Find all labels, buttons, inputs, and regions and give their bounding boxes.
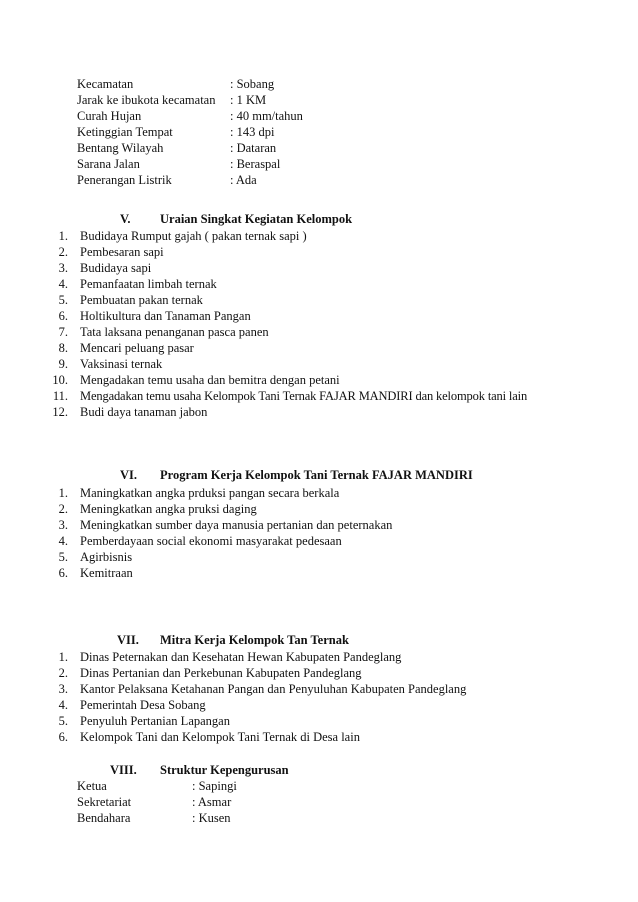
management-name: : Sapingi bbox=[192, 779, 237, 793]
location-value: : Sobang bbox=[230, 77, 275, 91]
list-number: 11. bbox=[52, 389, 68, 403]
list-number: 1. bbox=[58, 486, 68, 500]
list-number: 5. bbox=[58, 293, 68, 307]
section-number: VII. bbox=[117, 633, 139, 647]
list-item: Budi daya tanaman jabon bbox=[80, 405, 208, 419]
list-item: Pemerintah Desa Sobang bbox=[80, 698, 206, 712]
list-item: Kantor Pelaksana Ketahanan Pangan dan Penyuluhan Kabupaten Pandeglang bbox=[80, 682, 467, 696]
section-heading: Uraian Singkat Kegiatan Kelompok bbox=[160, 212, 353, 226]
list-number: 6. bbox=[58, 566, 68, 580]
management-role: Ketua bbox=[77, 779, 107, 793]
section-number: V. bbox=[120, 212, 131, 226]
section-number: VI. bbox=[120, 468, 138, 482]
location-value: : Dataran bbox=[230, 141, 277, 155]
list-number: 1. bbox=[58, 650, 68, 664]
list-item: Vaksinasi ternak bbox=[80, 357, 163, 371]
list-number: 3. bbox=[58, 518, 68, 532]
location-label: Curah Hujan bbox=[77, 109, 142, 123]
management-role: Bendahara bbox=[77, 811, 131, 825]
section-heading: Struktur Kepengurusan bbox=[160, 763, 289, 777]
list-number: 2. bbox=[58, 666, 68, 680]
location-value: : 143 dpi bbox=[230, 125, 275, 139]
list-number: 5. bbox=[58, 550, 68, 564]
list-item: Pemanfaatan limbah ternak bbox=[80, 277, 217, 291]
management-role: Sekretariat bbox=[77, 795, 132, 809]
list-number: 4. bbox=[58, 534, 68, 548]
section-number: VIII. bbox=[110, 763, 137, 777]
location-label: Bentang Wilayah bbox=[77, 141, 164, 155]
list-number: 4. bbox=[58, 277, 68, 291]
list-item: Budidaya sapi bbox=[80, 261, 152, 275]
location-value: : Ada bbox=[230, 173, 257, 187]
location-label: Penerangan Listrik bbox=[77, 173, 172, 187]
list-number: 3. bbox=[58, 682, 68, 696]
list-item: Budidaya Rumput gajah ( pakan ternak sapi ) bbox=[80, 229, 307, 243]
management-name: : Kusen bbox=[192, 811, 231, 825]
location-value: : Beraspal bbox=[230, 157, 281, 171]
list-number: 6. bbox=[58, 309, 68, 323]
list-item: Dinas Pertanian dan Perkebunan Kabupaten Pandeglang bbox=[80, 666, 362, 680]
list-number: 4. bbox=[58, 698, 68, 712]
list-item: Dinas Peternakan dan Kesehatan Hewan Kabupaten Pandeglang bbox=[80, 650, 402, 664]
list-item: Pembesaran sapi bbox=[80, 245, 164, 259]
list-item: Pembuatan pakan ternak bbox=[80, 293, 203, 307]
list-item: Maningkatkan angka prduksi pangan secara berkala bbox=[80, 486, 340, 500]
section-heading: Mitra Kerja Kelompok Tan Ternak bbox=[160, 633, 349, 647]
list-number: 2. bbox=[58, 502, 68, 516]
location-value: : 40 mm/tahun bbox=[230, 109, 303, 123]
list-item: Penyuluh Pertanian Lapangan bbox=[80, 714, 230, 728]
list-number: 6. bbox=[58, 730, 68, 744]
management-name: : Asmar bbox=[192, 795, 232, 809]
list-item: Kemitraan bbox=[80, 566, 133, 580]
location-label: Kecamatan bbox=[77, 77, 134, 91]
list-number: 12. bbox=[52, 405, 68, 419]
list-number: 9. bbox=[58, 357, 68, 371]
list-number: 3. bbox=[58, 261, 68, 275]
list-number: 1. bbox=[58, 229, 68, 243]
location-value: : 1 KM bbox=[230, 93, 267, 107]
section-heading: Program Kerja Kelompok Tani Ternak FAJAR MANDIRI bbox=[160, 468, 473, 482]
list-item: Mengadakan temu usaha dan bemitra dengan petani bbox=[80, 373, 340, 387]
list-number: 2. bbox=[58, 245, 68, 259]
list-item: Mencari peluang pasar bbox=[80, 341, 194, 355]
location-label: Jarak ke ibukota kecamatan bbox=[77, 93, 216, 107]
list-item: Meningkatkan angka pruksi daging bbox=[80, 502, 257, 516]
list-item: Pemberdayaan social ekonomi masyarakat pedesaan bbox=[80, 534, 342, 548]
list-item: Kelompok Tani dan Kelompok Tani Ternak di Desa lain bbox=[80, 730, 360, 744]
list-item: Tata laksana penanganan pasca panen bbox=[80, 325, 269, 339]
list-number: 10. bbox=[52, 373, 68, 387]
location-label: Sarana Jalan bbox=[77, 157, 140, 171]
list-item: Mengadakan temu usaha Kelompok Tani Ternak FAJAR MANDIRI dan kelompok tani lain bbox=[80, 389, 528, 403]
location-label: Ketinggian Tempat bbox=[77, 125, 173, 139]
list-item: Holtikultura dan Tanaman Pangan bbox=[80, 309, 251, 323]
list-item: Meningkatkan sumber daya manusia pertanian dan peternakan bbox=[80, 518, 393, 532]
list-number: 7. bbox=[58, 325, 68, 339]
list-item: Agirbisnis bbox=[80, 550, 133, 564]
list-number: 8. bbox=[58, 341, 68, 355]
list-number: 5. bbox=[58, 714, 68, 728]
